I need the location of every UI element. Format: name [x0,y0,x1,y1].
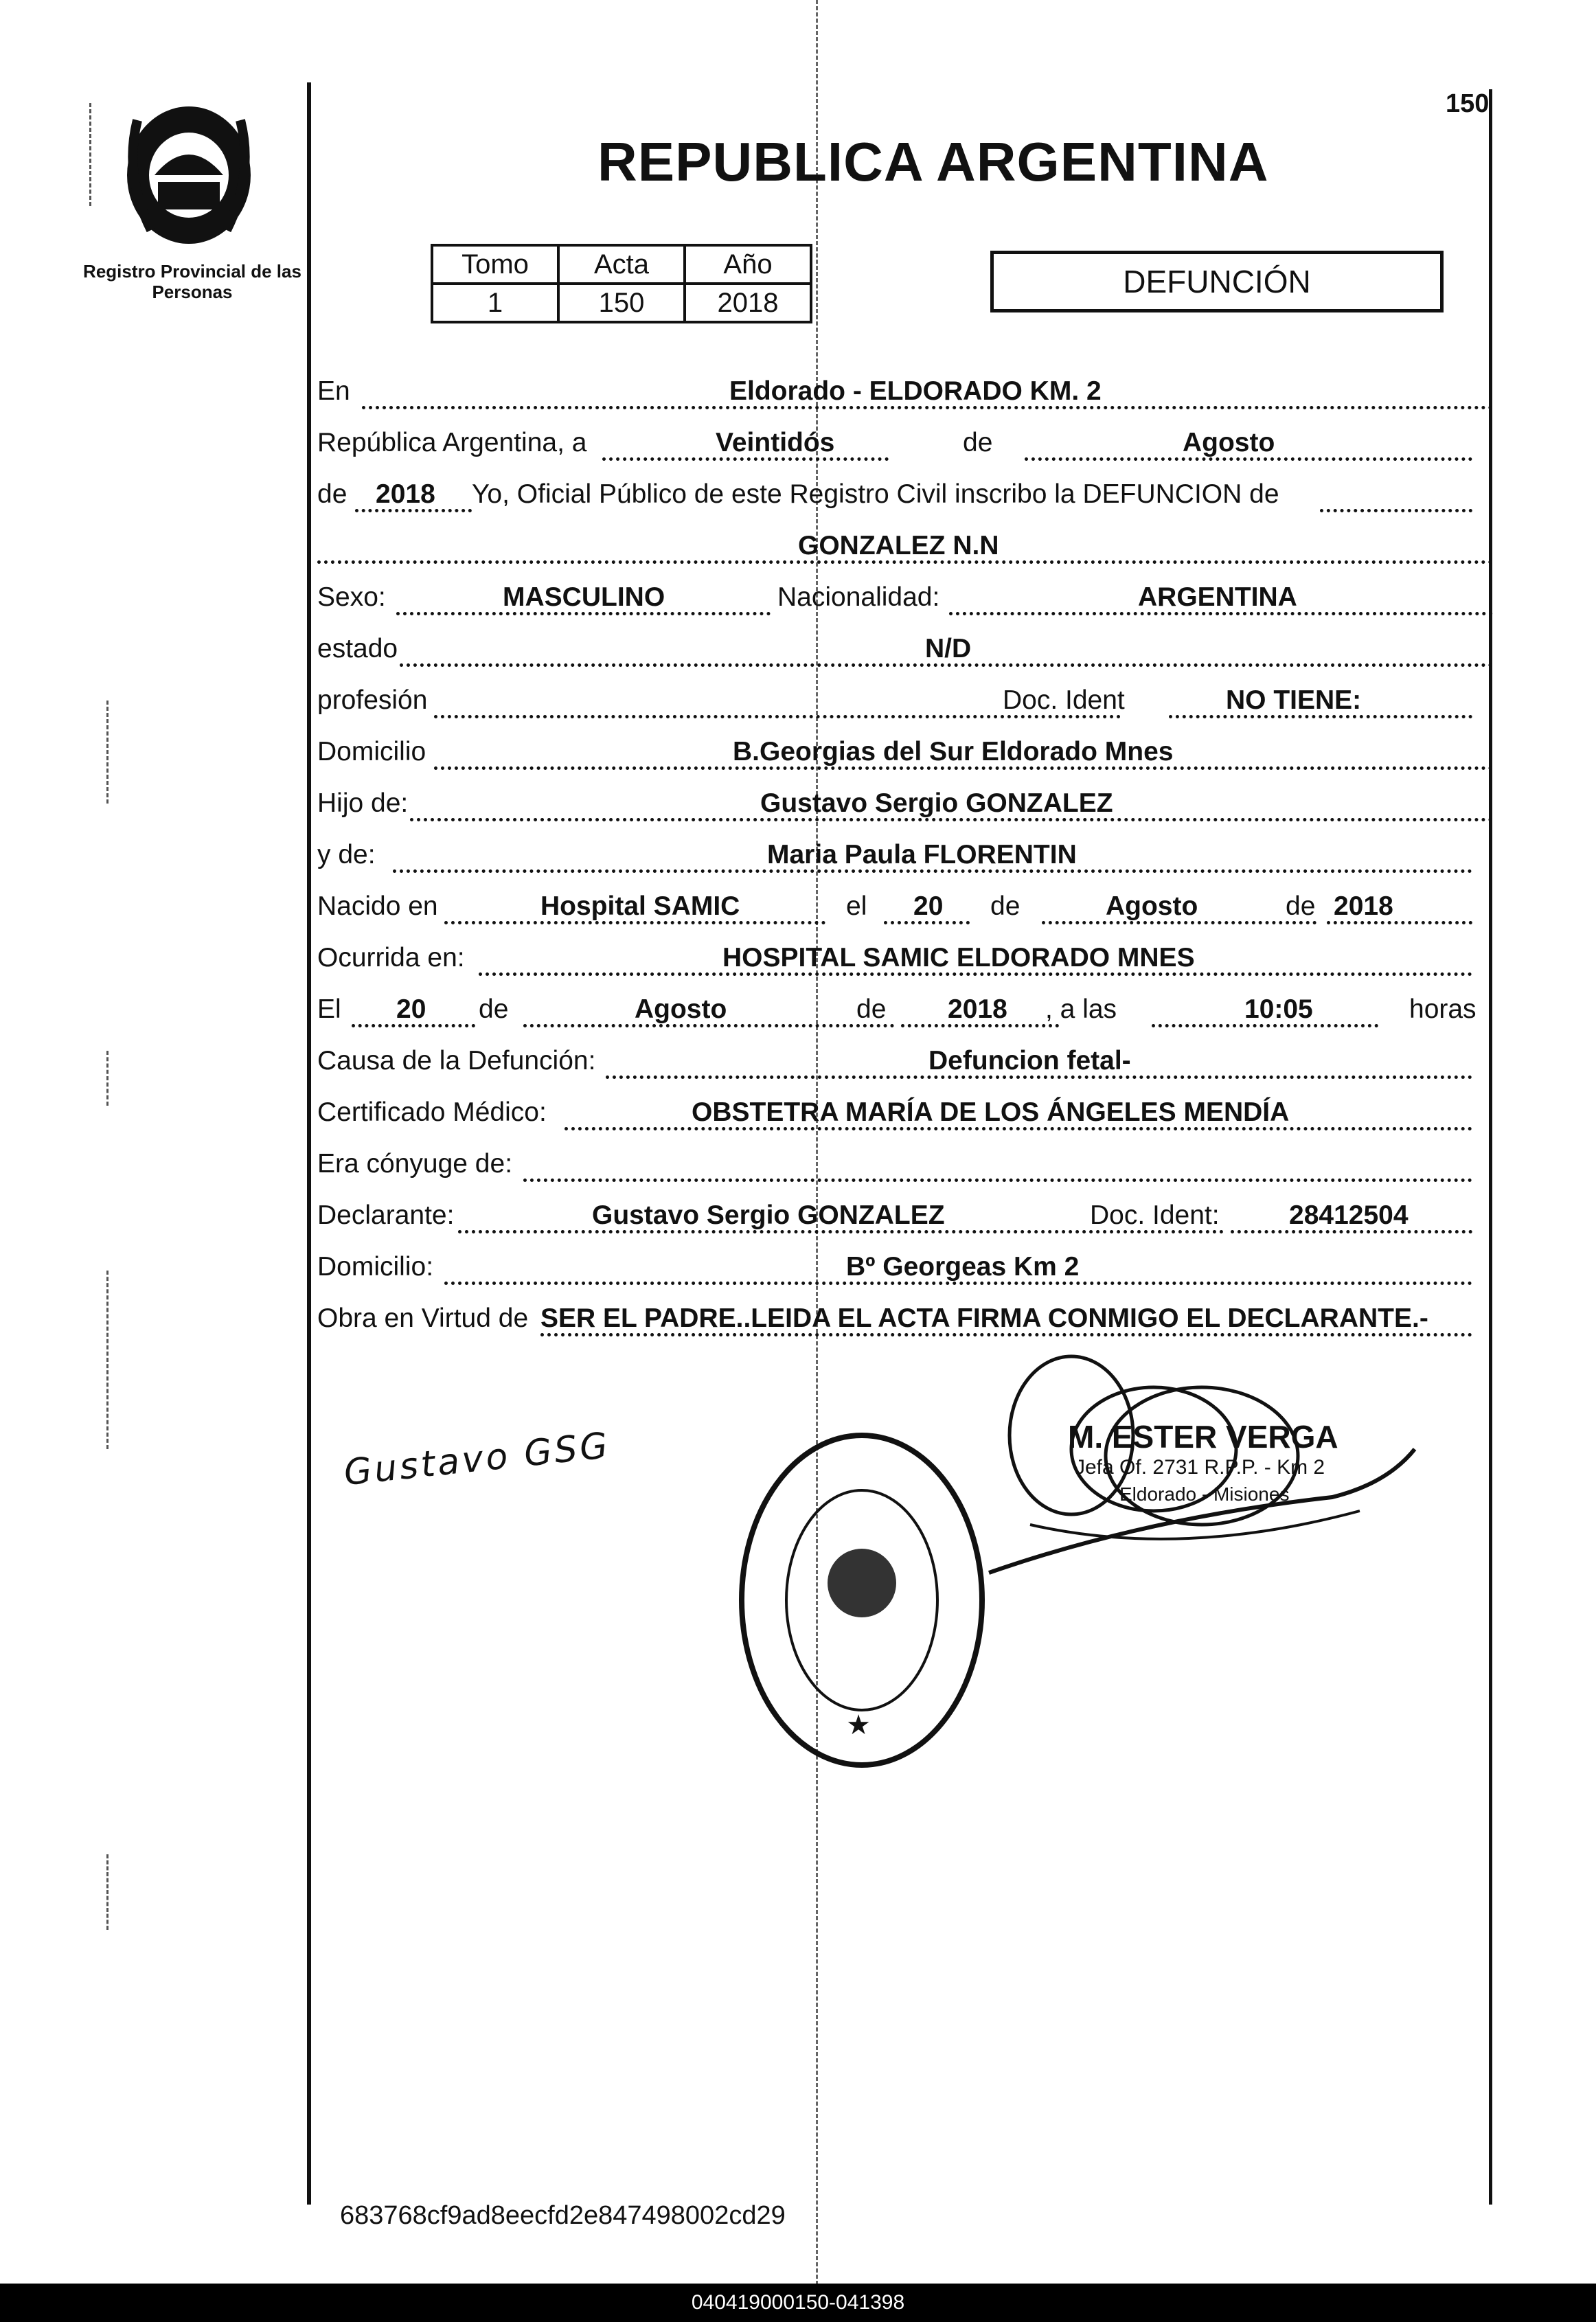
value-def-anio: 2018 [948,994,1007,1024]
value-ocurrida-en: HOSPITAL SAMIC ELDORADO MNES [722,943,1195,972]
value-def-mes: Agosto [635,994,727,1024]
value-nacido-en: Hospital SAMIC [540,891,740,921]
label-de5: de [479,994,509,1024]
value-declarante: Gustavo Sergio GONZALEZ [592,1200,945,1230]
row-nacido [317,879,1493,927]
label-estado: estado [317,634,398,663]
row-ocurrida [317,931,1493,979]
record-table [431,244,812,323]
value-obra: SER EL PADRE..LEIDA EL ACTA FIRMA CONMIGO EL DECLARANTE.- [540,1304,1428,1333]
row-declarante [317,1188,1493,1236]
label-conyuge: Era cónyuge de: [317,1149,513,1179]
value-doc-ident: NO TIENE: [1226,685,1362,715]
label-de3: de [990,891,1021,921]
value-nacido-dia: 20 [913,891,944,921]
label-republica: República Argentina, a [317,428,587,457]
row-yo [317,467,1493,515]
value-hora: 10:05 [1244,994,1313,1024]
label-domicilio: Domicilio [317,737,426,766]
row-y-de [317,828,1493,876]
declarant-signature [342,1425,612,1494]
value-causa: Defuncion fetal- [928,1046,1131,1075]
label-sexo: Sexo: [317,582,386,612]
left-edge-mark [106,701,109,804]
value-def-dia: 20 [396,994,426,1024]
row-estado [317,622,1493,670]
label-profesion: profesión [317,685,428,715]
official-stamp-title: Jefa Of. 2731 R.P.P. - Km 2 [1075,1456,1325,1479]
value-estado: N/D [925,634,972,663]
row-fecha [317,416,1493,464]
value-domicilio: B.Georgias del Sur Eldorado Mnes [733,737,1174,766]
label-obra: Obra en Virtud de [317,1304,529,1333]
row-nombre [317,519,1493,567]
label-declarante: Declarante: [317,1200,455,1230]
value-nacido-anio: 2018 [1334,891,1393,921]
row-sexo [317,570,1493,618]
value-declarante-domicilio: Bº Georgeas Km 2 [846,1252,1080,1282]
left-edge-mark [106,1271,109,1449]
row-fecha-defuncion [317,982,1493,1030]
value-certificado: OBSTETRA MARÍA DE LOS ÁNGELES MENDÍA [692,1097,1290,1127]
label-horas: horas [1409,994,1477,1024]
misiones-emblem-icon [110,93,268,251]
label-a-las: , a las [1045,994,1117,1024]
value-dia: Veintidós [716,428,835,457]
value-padre: Gustavo Sergio GONZALEZ [760,788,1113,818]
label-doc-ident2: Doc. Ident: [1090,1200,1220,1230]
row-lugar [317,364,1493,412]
registry-seal-icon [731,1425,992,1775]
row-domicilio [317,725,1493,773]
left-edge-mark [106,1854,109,1930]
declarant-signature-text: Gustavo GSG [341,1424,613,1494]
label-nacido-en: Nacido en [317,891,438,921]
label-el: el [846,891,867,921]
row-causa [317,1034,1493,1082]
document-id-bar: 040419000150-041398 [0,2284,1596,2322]
organization-name: Registro Provincial de las Personas [83,261,301,302]
row-obra [317,1291,1493,1339]
value-anio: 2018 [376,479,435,509]
row-certificado [317,1085,1493,1133]
value-declarante-doc: 28412504 [1289,1200,1409,1230]
label-de: de [963,428,993,457]
label-de4: de [1286,891,1316,921]
left-edge-mark [106,1051,109,1106]
label-y-de: y de: [317,840,376,869]
value-sexo: MASCULINO [503,582,665,612]
value-nacionalidad: ARGENTINA [1138,582,1297,612]
left-margin-line [307,82,311,2205]
label-de2: de [317,479,347,509]
label-domicilio2: Domicilio: [317,1252,434,1282]
page-number: 150 [1446,89,1490,118]
row-domicilio-declarante [317,1240,1493,1288]
header-anio: Año [685,245,811,284]
label-en: En [317,376,350,406]
label-certificado: Certificado Médico: [317,1097,547,1127]
label-yo: Yo, Oficial Público de este Registro Civil inscribo la DEFUNCION de [472,479,1279,509]
official-stamp-place: Eldorado - Misiones [1119,1483,1290,1505]
label-doc-ident: Doc. Ident [1003,685,1125,715]
label-ocurrida-en: Ocurrida en: [317,943,465,972]
label-nacionalidad: Nacionalidad: [777,582,940,612]
value-tomo: 1 [432,284,558,322]
value-nacido-mes: Agosto [1106,891,1198,921]
document-title: REPUBLICA ARGENTINA [597,131,1269,192]
document-hash: 683768cf9ad8eecfd2e847498002cd29 [340,2201,786,2230]
label-hijo-de: Hijo de: [317,788,409,818]
svg-text:★: ★ [846,1710,871,1740]
value-lugar: Eldorado - ELDORADO KM. 2 [729,376,1102,406]
label-el-cap: El [317,994,341,1024]
row-profesion [317,673,1493,721]
value-mes: Agosto [1183,428,1275,457]
row-conyuge [317,1137,1493,1185]
header-tomo: Tomo [432,245,558,284]
value-nombre: GONZALEZ N.N [798,531,999,560]
official-stamp-name: M. ESTER VERGA [1068,1419,1338,1455]
row-hijo-de [317,776,1493,824]
value-madre: Maria Paula FLORENTIN [767,840,1077,869]
label-de6: de [856,994,887,1024]
label-causa: Causa de la Defunción: [317,1046,596,1075]
header-acta: Acta [558,245,685,284]
value-acta: 150 [558,284,685,322]
left-edge-mark [89,103,91,206]
value-anio: 2018 [685,284,811,322]
act-type-box: DEFUNCIÓN [990,251,1444,312]
